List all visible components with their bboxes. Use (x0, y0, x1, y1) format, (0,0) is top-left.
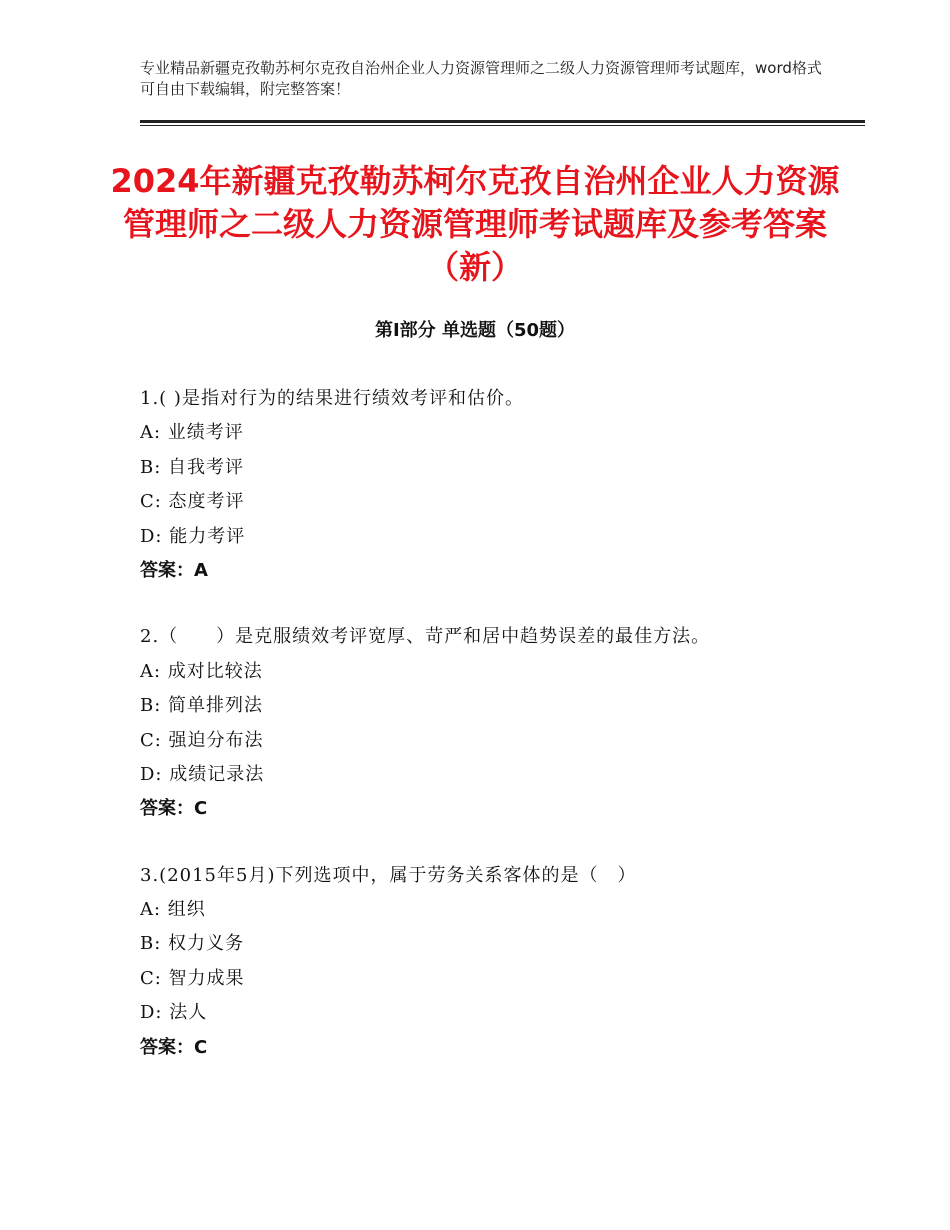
option-c: C: 态度考评 (140, 491, 245, 513)
answer: 答案：C (140, 798, 208, 820)
section-title: 第Ⅰ部分 单选题（50题） (374, 320, 575, 341)
option-b: B: 简单排列法 (140, 695, 264, 717)
option-b: B: 自我考评 (140, 456, 245, 478)
option-d: D: 法人 (140, 1002, 208, 1024)
option-d: D: 能力考评 (140, 525, 246, 547)
option-a: A: 业绩考评 (140, 422, 244, 444)
answer: 答案：C (140, 1036, 208, 1058)
document-title: 2024年新疆克孜勒苏柯尔克孜自治州企业人力资源管理师之二级人力资源管理师考试题库及参考答案（新） (110, 162, 840, 286)
header-note: 专业精品新疆克孜勒苏柯尔克孜自治州企业人力资源管理师之二级人力资源管理师考试题库，word格式可自由下载编辑，附完整答案！ (140, 59, 822, 98)
question-1 (140, 384, 860, 590)
option-c: C: 智力成果 (140, 967, 245, 989)
option-c: C: 强迫分布法 (140, 729, 264, 751)
question-stem: 3.(2015年5月)下列选项中，属于劳务关系客体的是（ ） (140, 864, 637, 886)
option-a: A: 组织 (140, 899, 206, 921)
question-list (140, 384, 860, 1099)
header-divider-thick (140, 120, 865, 123)
question-stem: 1.( )是指对行为的结果进行绩效考评和估价。 (140, 388, 524, 409)
question-stem: 2.（ ）是克服绩效考评宽厚、苛严和居中趋势误差的最佳方法。 (140, 626, 711, 648)
header-divider-thin (140, 125, 865, 126)
answer: 答案：A (140, 559, 208, 581)
question-3 (140, 861, 860, 1067)
question-2 (140, 622, 860, 828)
option-b: B: 权力义务 (140, 933, 245, 955)
option-a: A: 成对比较法 (140, 660, 263, 682)
option-d: D: 成绩记录法 (140, 763, 265, 785)
